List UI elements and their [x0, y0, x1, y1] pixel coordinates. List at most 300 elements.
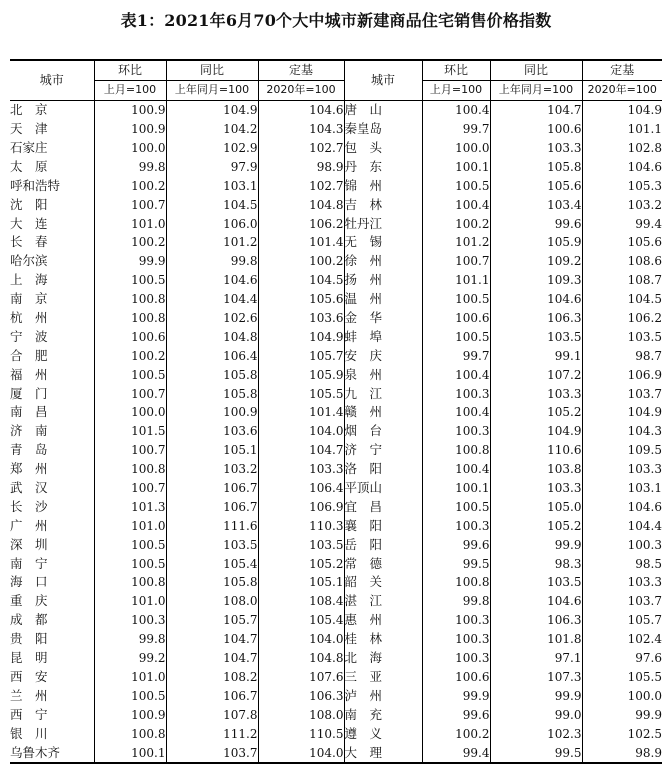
mom-cell-right: 100.1 [422, 157, 490, 176]
yoy-cell-right: 97.1 [490, 649, 582, 668]
mom-cell-right: 100.8 [422, 573, 490, 592]
city-cell-left: 济 南 [10, 423, 48, 439]
city-cell-left: 成 都 [10, 612, 48, 628]
yoy-cell-right: 101.8 [490, 630, 582, 649]
mom-cell-left: 100.3 [94, 611, 166, 630]
city-cell-left: 青 岛 [10, 442, 48, 458]
mom-cell-left: 100.8 [94, 460, 166, 479]
mom-cell-left: 100.5 [94, 554, 166, 573]
city-cell-right: 牡丹江 [344, 214, 422, 233]
mom-cell-right: 100.2 [422, 724, 490, 743]
yoy-cell-right: 100.6 [490, 120, 582, 139]
table-row [10, 195, 662, 214]
yoy-cell-right: 103.3 [490, 384, 582, 403]
fixed-cell-left: 104.8 [258, 195, 344, 214]
mom-cell-right: 100.0 [422, 139, 490, 158]
mom-cell-right: 100.3 [422, 630, 490, 649]
mom-cell-right: 100.3 [422, 516, 490, 535]
col-header-fixed: 定基 [582, 60, 662, 80]
fixed-cell-left: 102.7 [258, 139, 344, 158]
mom-cell-right: 99.6 [422, 705, 490, 724]
mom-cell-left: 101.0 [94, 214, 166, 233]
fixed-cell-right: 103.1 [582, 479, 662, 498]
city-cell-left: 西 安 [10, 668, 48, 684]
mom-cell-right: 100.7 [422, 252, 490, 271]
table-row [10, 309, 662, 328]
fixed-cell-right: 100.0 [582, 686, 662, 705]
fixed-cell-right: 106.9 [582, 365, 662, 384]
fixed-cell-left: 106.4 [258, 479, 344, 498]
city-cell-left: 长 春 [10, 234, 48, 250]
yoy-cell-right: 105.0 [490, 497, 582, 516]
city-cell-left: 石家庄 [10, 140, 48, 155]
col-header-yoy: 同比 [166, 60, 258, 80]
city-cell-left: 大 连 [10, 215, 48, 231]
mom-cell-right: 99.5 [422, 554, 490, 573]
page-title: 表1：2021年6月70个大中城市新建商品住宅销售价格指数 [120, 11, 552, 30]
header-row-main [10, 60, 662, 80]
city-cell-right: 丹 东 [344, 157, 422, 176]
mom-cell-right: 100.3 [422, 422, 490, 441]
mom-cell-right: 100.1 [422, 479, 490, 498]
city-cell-right: 包 头 [344, 139, 422, 158]
mom-cell-left: 100.7 [94, 195, 166, 214]
fixed-cell-left: 108.4 [258, 592, 344, 611]
fixed-cell-left: 101.4 [258, 233, 344, 252]
yoy-cell-left: 106.4 [166, 346, 258, 365]
mom-cell-left: 101.3 [94, 497, 166, 516]
fixed-cell-left: 104.6 [258, 100, 344, 119]
mom-cell-right: 100.4 [422, 460, 490, 479]
city-cell-left: 太 原 [10, 158, 48, 174]
yoy-cell-left: 105.1 [166, 441, 258, 460]
table-row [10, 139, 662, 158]
mom-cell-left: 99.8 [94, 630, 166, 649]
col-subheader-mom: 上月=100 [94, 80, 166, 100]
mom-cell-right: 100.3 [422, 649, 490, 668]
fixed-cell-right: 98.7 [582, 346, 662, 365]
table-row [10, 290, 662, 309]
city-cell-right: 安 庆 [344, 346, 422, 365]
yoy-cell-right: 99.9 [490, 535, 582, 554]
mom-cell-left: 100.0 [94, 403, 166, 422]
city-cell-right: 赣 州 [344, 403, 422, 422]
yoy-cell-right: 105.6 [490, 176, 582, 195]
fixed-cell-left: 110.5 [258, 724, 344, 743]
yoy-cell-right: 104.9 [490, 422, 582, 441]
fixed-cell-right: 102.8 [582, 139, 662, 158]
fixed-cell-right: 108.6 [582, 252, 662, 271]
yoy-cell-left: 104.6 [166, 271, 258, 290]
yoy-cell-left: 103.1 [166, 176, 258, 195]
fixed-cell-left: 102.7 [258, 176, 344, 195]
yoy-cell-right: 109.3 [490, 271, 582, 290]
mom-cell-left: 100.2 [94, 346, 166, 365]
mom-cell-left: 100.8 [94, 309, 166, 328]
city-cell-right: 蚌 埠 [344, 327, 422, 346]
fixed-cell-left: 98.9 [258, 157, 344, 176]
fixed-cell-left: 104.7 [258, 441, 344, 460]
fixed-cell-left: 105.1 [258, 573, 344, 592]
fixed-cell-left: 110.3 [258, 516, 344, 535]
col-header-mom: 环比 [422, 60, 490, 80]
fixed-cell-left: 107.6 [258, 668, 344, 687]
mom-cell-right: 100.6 [422, 309, 490, 328]
city-cell-right: 遵 义 [344, 724, 422, 743]
city-cell-right: 大 理 [344, 743, 422, 763]
yoy-cell-right: 105.2 [490, 403, 582, 422]
city-cell-left: 重 庆 [10, 593, 48, 609]
mom-cell-right: 99.6 [422, 535, 490, 554]
mom-cell-right: 100.4 [422, 365, 490, 384]
city-cell-right: 吉 林 [344, 195, 422, 214]
yoy-cell-left: 106.7 [166, 686, 258, 705]
yoy-cell-right: 99.0 [490, 705, 582, 724]
city-cell-left: 武 汉 [10, 480, 48, 496]
yoy-cell-left: 108.0 [166, 592, 258, 611]
table-row [10, 252, 662, 271]
city-cell-right: 襄 阳 [344, 516, 422, 535]
fixed-cell-right: 104.6 [582, 157, 662, 176]
city-cell-left: 福 州 [10, 366, 48, 382]
table-row [10, 271, 662, 290]
yoy-cell-left: 104.2 [166, 120, 258, 139]
col-header-city: 城市 [39, 73, 64, 88]
city-cell-right: 湛 江 [344, 592, 422, 611]
fixed-cell-right: 102.5 [582, 724, 662, 743]
yoy-cell-right: 109.2 [490, 252, 582, 271]
city-cell-left: 呼和浩特 [10, 177, 61, 193]
city-cell-right: 洛 阳 [344, 460, 422, 479]
fixed-cell-right: 98.9 [582, 743, 662, 763]
yoy-cell-right: 106.3 [490, 309, 582, 328]
yoy-cell-left: 111.6 [166, 516, 258, 535]
city-cell-right: 扬 州 [344, 271, 422, 290]
city-cell-left: 上 海 [10, 272, 48, 288]
table-row [10, 497, 662, 516]
table-row [10, 479, 662, 498]
city-cell-left: 杭 州 [10, 310, 48, 326]
yoy-cell-right: 106.3 [490, 611, 582, 630]
mom-cell-right: 100.5 [422, 497, 490, 516]
mom-cell-right: 100.3 [422, 611, 490, 630]
table-row [10, 705, 662, 724]
table-row [10, 516, 662, 535]
yoy-cell-right: 103.5 [490, 327, 582, 346]
yoy-cell-right: 110.6 [490, 441, 582, 460]
mom-cell-left: 100.7 [94, 441, 166, 460]
yoy-cell-right: 104.6 [490, 592, 582, 611]
col-subheader-fixed: 2020年=100 [582, 80, 662, 100]
fixed-cell-left: 106.2 [258, 214, 344, 233]
fixed-cell-left: 106.3 [258, 686, 344, 705]
fixed-cell-right: 103.7 [582, 384, 662, 403]
fixed-cell-left: 101.4 [258, 403, 344, 422]
fixed-cell-left: 104.3 [258, 120, 344, 139]
mom-cell-left: 99.9 [94, 252, 166, 271]
table-row [10, 157, 662, 176]
city-cell-right: 韶 关 [344, 573, 422, 592]
mom-cell-right: 100.5 [422, 327, 490, 346]
fixed-cell-right: 105.7 [582, 611, 662, 630]
yoy-cell-left: 99.8 [166, 252, 258, 271]
city-cell-left: 兰 州 [10, 687, 48, 703]
table-row [10, 176, 662, 195]
mom-cell-right: 100.4 [422, 403, 490, 422]
mom-cell-right: 100.2 [422, 214, 490, 233]
fixed-cell-right: 104.3 [582, 422, 662, 441]
city-cell-right: 常 德 [344, 554, 422, 573]
fixed-cell-left: 105.4 [258, 611, 344, 630]
yoy-cell-left: 104.8 [166, 327, 258, 346]
mom-cell-right: 99.7 [422, 120, 490, 139]
city-cell-right: 唐 山 [344, 100, 422, 119]
col-header-fixed: 定基 [258, 60, 344, 80]
fixed-cell-left: 104.0 [258, 630, 344, 649]
fixed-cell-right: 104.6 [582, 497, 662, 516]
yoy-cell-right: 99.6 [490, 214, 582, 233]
mom-cell-left: 100.5 [94, 365, 166, 384]
header-row-base [10, 80, 662, 100]
table-row [10, 630, 662, 649]
city-cell-left: 深 圳 [10, 536, 48, 552]
yoy-cell-left: 106.7 [166, 479, 258, 498]
city-cell-left: 长 沙 [10, 498, 48, 514]
mom-cell-left: 101.0 [94, 592, 166, 611]
table-row [10, 327, 662, 346]
fixed-cell-right: 109.5 [582, 441, 662, 460]
yoy-cell-left: 106.0 [166, 214, 258, 233]
fixed-cell-left: 105.6 [258, 290, 344, 309]
yoy-cell-right: 103.3 [490, 479, 582, 498]
city-cell-right: 泸 州 [344, 686, 422, 705]
table-row [10, 346, 662, 365]
yoy-cell-right: 98.3 [490, 554, 582, 573]
city-cell-left: 郑 州 [10, 461, 48, 477]
price-index-table [10, 59, 662, 764]
yoy-cell-left: 111.2 [166, 724, 258, 743]
table-row [10, 649, 662, 668]
mom-cell-left: 100.2 [94, 176, 166, 195]
yoy-cell-left: 103.7 [166, 743, 258, 763]
table-row [10, 233, 662, 252]
city-cell-right: 秦皇岛 [344, 120, 422, 139]
table-row [10, 100, 662, 119]
fixed-cell-right: 103.3 [582, 460, 662, 479]
mom-cell-left: 100.9 [94, 120, 166, 139]
fixed-cell-right: 101.1 [582, 120, 662, 139]
city-cell-right: 济 宁 [344, 441, 422, 460]
city-cell-right: 宜 昌 [344, 497, 422, 516]
fixed-cell-right: 103.5 [582, 327, 662, 346]
fixed-cell-right: 99.4 [582, 214, 662, 233]
table-row [10, 535, 662, 554]
city-cell-right: 无 锡 [344, 233, 422, 252]
city-cell-right: 温 州 [344, 290, 422, 309]
city-cell-left: 贵 阳 [10, 631, 48, 647]
mom-cell-left: 100.8 [94, 290, 166, 309]
col-header-yoy: 同比 [490, 60, 582, 80]
yoy-cell-left: 102.6 [166, 309, 258, 328]
yoy-cell-right: 102.3 [490, 724, 582, 743]
city-cell-left: 南 京 [10, 291, 48, 307]
table-row [10, 403, 662, 422]
yoy-cell-right: 105.9 [490, 233, 582, 252]
table-row [10, 441, 662, 460]
mom-cell-left: 100.1 [94, 743, 166, 763]
table-row [10, 743, 662, 763]
city-cell-left: 天 津 [10, 121, 48, 137]
yoy-cell-right: 99.9 [490, 686, 582, 705]
yoy-cell-left: 105.8 [166, 365, 258, 384]
yoy-cell-left: 104.7 [166, 630, 258, 649]
city-cell-right: 金 华 [344, 309, 422, 328]
table-row [10, 460, 662, 479]
fixed-cell-right: 105.6 [582, 233, 662, 252]
yoy-cell-right: 103.8 [490, 460, 582, 479]
fixed-cell-right: 105.3 [582, 176, 662, 195]
city-cell-left: 沈 阳 [10, 196, 48, 212]
city-cell-right: 岳 阳 [344, 535, 422, 554]
col-header-mom: 环比 [94, 60, 166, 80]
yoy-cell-right: 103.5 [490, 573, 582, 592]
mom-cell-left: 100.2 [94, 233, 166, 252]
city-cell-right: 惠 州 [344, 611, 422, 630]
mom-cell-right: 100.4 [422, 100, 490, 119]
yoy-cell-left: 103.5 [166, 535, 258, 554]
table-row [10, 422, 662, 441]
fixed-cell-left: 105.2 [258, 554, 344, 573]
mom-cell-left: 100.7 [94, 384, 166, 403]
fixed-cell-left: 100.2 [258, 252, 344, 271]
fixed-cell-right: 103.7 [582, 592, 662, 611]
mom-cell-right: 101.1 [422, 271, 490, 290]
city-cell-left: 海 口 [10, 574, 48, 590]
fixed-cell-left: 105.5 [258, 384, 344, 403]
city-cell-left: 哈尔滨 [10, 253, 48, 269]
mom-cell-right: 99.4 [422, 743, 490, 763]
city-cell-right: 南 充 [344, 705, 422, 724]
yoy-cell-right: 103.3 [490, 139, 582, 158]
yoy-cell-left: 106.7 [166, 497, 258, 516]
yoy-cell-left: 102.9 [166, 139, 258, 158]
city-cell-left: 合 肥 [10, 347, 48, 363]
fixed-cell-right: 104.9 [582, 100, 662, 119]
mom-cell-left: 100.8 [94, 724, 166, 743]
fixed-cell-left: 104.0 [258, 743, 344, 763]
yoy-cell-right: 107.2 [490, 365, 582, 384]
yoy-cell-left: 108.2 [166, 668, 258, 687]
city-cell-left: 西 宁 [10, 706, 48, 722]
yoy-cell-left: 97.9 [166, 157, 258, 176]
fixed-cell-left: 104.5 [258, 271, 344, 290]
city-cell-right: 泉 州 [344, 365, 422, 384]
mom-cell-right: 100.8 [422, 441, 490, 460]
fixed-cell-left: 108.0 [258, 705, 344, 724]
fixed-cell-left: 106.9 [258, 497, 344, 516]
yoy-cell-right: 99.5 [490, 743, 582, 763]
fixed-cell-right: 108.7 [582, 271, 662, 290]
fixed-cell-left: 104.0 [258, 422, 344, 441]
mom-cell-left: 99.2 [94, 649, 166, 668]
mom-cell-right: 99.9 [422, 686, 490, 705]
table-row [10, 668, 662, 687]
yoy-cell-left: 107.8 [166, 705, 258, 724]
mom-cell-right: 99.7 [422, 346, 490, 365]
yoy-cell-right: 104.7 [490, 100, 582, 119]
fixed-cell-right: 97.6 [582, 649, 662, 668]
city-cell-right: 徐 州 [344, 252, 422, 271]
table-body [10, 100, 662, 763]
fixed-cell-left: 103.3 [258, 460, 344, 479]
mom-cell-left: 101.0 [94, 668, 166, 687]
fixed-cell-right: 103.3 [582, 573, 662, 592]
city-cell-left: 广 州 [10, 517, 48, 533]
col-subheader-yoy: 上年同月=100 [166, 80, 258, 100]
mom-cell-left: 99.8 [94, 157, 166, 176]
city-cell-left: 昆 明 [10, 650, 48, 666]
yoy-cell-right: 99.1 [490, 346, 582, 365]
fixed-cell-right: 105.5 [582, 668, 662, 687]
fixed-cell-left: 103.6 [258, 309, 344, 328]
mom-cell-left: 100.0 [94, 139, 166, 158]
city-cell-left: 宁 波 [10, 328, 48, 344]
yoy-cell-right: 104.6 [490, 290, 582, 309]
yoy-cell-left: 105.7 [166, 611, 258, 630]
yoy-cell-left: 100.9 [166, 403, 258, 422]
yoy-cell-left: 105.8 [166, 573, 258, 592]
mom-cell-left: 100.6 [94, 327, 166, 346]
yoy-cell-left: 104.7 [166, 649, 258, 668]
yoy-cell-left: 103.2 [166, 460, 258, 479]
fixed-cell-right: 102.4 [582, 630, 662, 649]
mom-cell-left: 101.5 [94, 422, 166, 441]
city-cell-right: 北 海 [344, 649, 422, 668]
yoy-cell-right: 105.8 [490, 157, 582, 176]
mom-cell-right: 99.8 [422, 592, 490, 611]
yoy-cell-right: 105.2 [490, 516, 582, 535]
city-cell-left: 乌鲁木齐 [10, 744, 61, 760]
city-cell-right: 烟 台 [344, 422, 422, 441]
mom-cell-right: 100.5 [422, 176, 490, 195]
col-subheader-fixed: 2020年=100 [258, 80, 344, 100]
yoy-cell-right: 103.4 [490, 195, 582, 214]
yoy-cell-left: 104.5 [166, 195, 258, 214]
fixed-cell-right: 98.5 [582, 554, 662, 573]
city-cell-left: 南 昌 [10, 404, 48, 420]
table-row [10, 592, 662, 611]
mom-cell-right: 100.5 [422, 290, 490, 309]
city-cell-left: 南 宁 [10, 555, 48, 571]
fixed-cell-left: 104.8 [258, 649, 344, 668]
mom-cell-left: 100.5 [94, 686, 166, 705]
fixed-cell-right: 99.9 [582, 705, 662, 724]
table-row [10, 365, 662, 384]
mom-cell-left: 100.9 [94, 705, 166, 724]
city-cell-right: 桂 林 [344, 630, 422, 649]
table-row [10, 384, 662, 403]
table-row [10, 214, 662, 233]
mom-cell-left: 100.5 [94, 535, 166, 554]
mom-cell-right: 101.2 [422, 233, 490, 252]
yoy-cell-left: 104.9 [166, 100, 258, 119]
yoy-cell-left: 103.6 [166, 422, 258, 441]
table-row [10, 573, 662, 592]
mom-cell-left: 100.8 [94, 573, 166, 592]
mom-cell-right: 100.3 [422, 384, 490, 403]
col-subheader-mom: 上月=100 [422, 80, 490, 100]
city-cell-left: 银 川 [10, 725, 48, 741]
